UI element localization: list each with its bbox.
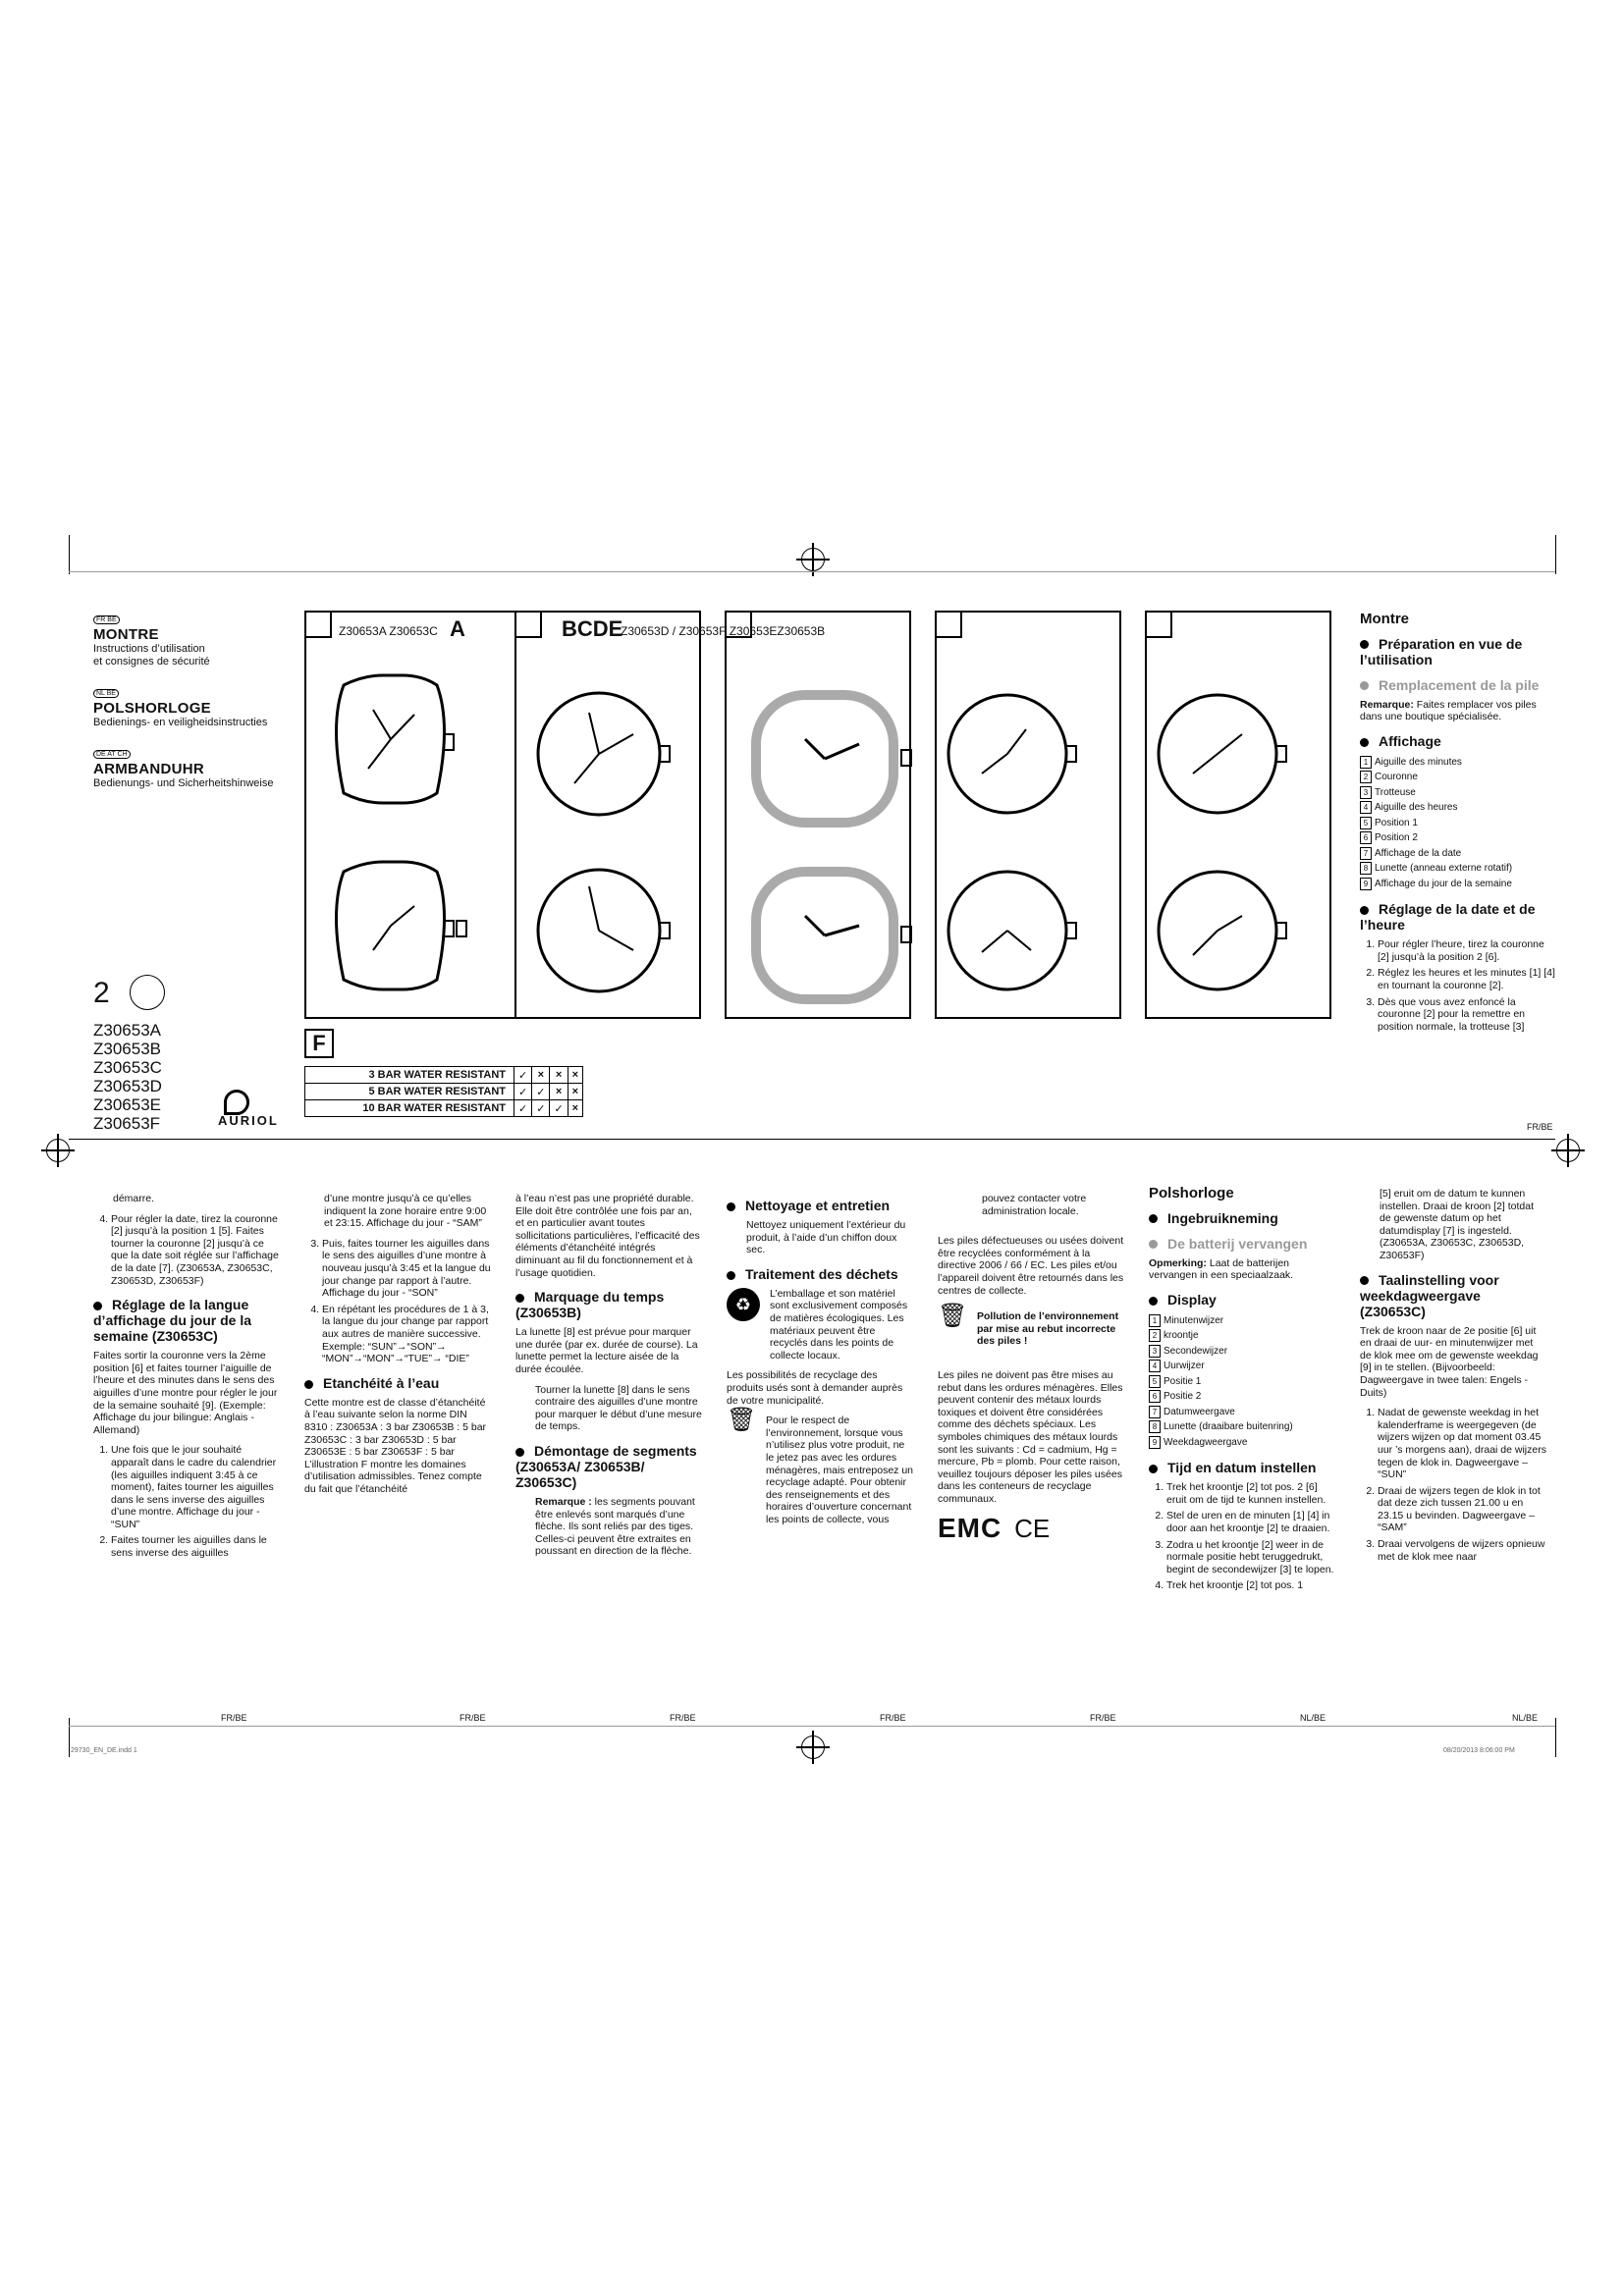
bullet-icon <box>727 1202 735 1211</box>
table-cell: ✓ <box>550 1100 568 1117</box>
divider <box>69 1726 1555 1727</box>
paragraph: Cette montre est de classe d’étanchéité à l’eau suivante selon la norme DIN 8310 : Z30653A : 3 bar Z30653B : 5 bar Z30653C : 3 bar Z30653D : 5 bar Z30653E : 5 bar Z30653F : 5 bar L’illustration F montre les domaines d’utilisation admissibles. Tenez compte du fait que l’étanchéité <box>304 1396 487 1495</box>
list-item: 4. En répétant les procédures de 1 à 3, la langue du jour change par rapport aux autres de manière successive. Exemple: “SUN”→“SON”→ “MON”→“MON”→“TUE”→ “DIE” <box>322 1304 491 1365</box>
cover-subtitle: Bedienungs- und Sicherheitshinweise <box>93 777 274 789</box>
list-item: 8 Lunette (anneau externe rotatif) <box>1360 861 1556 877</box>
section-title: Montre <box>1360 611 1409 627</box>
figure-label-bcde: BCDE <box>562 616 623 641</box>
list-item: 2 Couronne <box>1360 770 1556 785</box>
text-column-3 <box>515 1193 702 1566</box>
print-slug: 29730_EN_DE.indd 1 <box>71 1747 137 1754</box>
weee-block <box>727 1407 913 1533</box>
table-cell: 10 BAR WATER RESISTANT <box>305 1100 514 1117</box>
section-heading: Tijd en datum instellen <box>1149 1460 1335 1475</box>
watch-illustrations <box>304 636 1329 1015</box>
text-column-6 <box>1149 1185 1335 1596</box>
list-item: 7 Datumweergave <box>1149 1405 1335 1420</box>
right-panel <box>1360 611 1556 1037</box>
list-item: 3. Dès que vous avez enfoncé la couronne [2] pour la remettre en position normale, la trotteuse [3] <box>1378 996 1556 1034</box>
steps-list <box>93 1444 280 1559</box>
cover-block <box>93 609 290 790</box>
emc-mark: EMC <box>938 1513 1002 1544</box>
list-item: 4. Pour régler la date, tirez la couronne [2] jusqu’à la position 1 [5]. Faites tourner la couronne [2] jusqu’à ce que la date soit réglée sur l’affichage de la date [7]. (Z30653A, Z30653C, Z30653D, Z30653F) <box>111 1213 280 1288</box>
figure-label-a: A <box>450 616 465 641</box>
paragraph: démarre. <box>113 1193 155 1204</box>
list-item: 9 Weekdagweergave <box>1149 1435 1335 1451</box>
section-heading: De batterij vervangen <box>1149 1236 1335 1252</box>
bullet-icon <box>727 1271 735 1280</box>
remark: Remarque: Faites remplacer vos piles dans une boutique spécialisée. <box>1360 698 1537 723</box>
registration-mark <box>801 548 825 571</box>
drawing-tab <box>304 611 332 638</box>
bullet-icon <box>1360 681 1369 690</box>
battery-warning <box>938 1303 1124 1356</box>
list-item: 4 Uurwijzer <box>1149 1359 1335 1374</box>
table-cell: × <box>532 1067 550 1084</box>
language-badge: DE AT CH <box>93 750 131 759</box>
cover-title-fr: MONTRE <box>93 626 159 643</box>
bullet-icon <box>1360 640 1369 649</box>
table-cell: × <box>568 1084 582 1100</box>
section-heading: Remplacement de la pile <box>1360 677 1556 693</box>
section-heading: Marquage du temps (Z30653B) <box>515 1289 665 1321</box>
section-heading: Traitement des déchets <box>727 1266 913 1282</box>
table-cell: × <box>568 1100 582 1117</box>
section-heading: Nettoyage et entretien <box>727 1198 913 1213</box>
cover-title-nl: POLSHORLOGE <box>93 700 211 717</box>
text-column-1 <box>93 1193 280 1564</box>
crossed-bin-icon: 🗑 <box>938 1303 968 1330</box>
bullet-icon <box>1149 1297 1158 1306</box>
bullet-icon <box>515 1294 524 1303</box>
text-column-5 <box>938 1193 1124 1544</box>
section-heading: Démontage de segments (Z30653A/ Z30653B/ Z30653C) <box>515 1442 697 1490</box>
table-cell: ✓ <box>514 1100 532 1117</box>
crop-mark <box>1555 1718 1556 1757</box>
paragraph: pouvez contacter votre administration locale. <box>982 1193 1087 1217</box>
page-footer: FR/BE <box>880 1713 906 1723</box>
steps-list <box>1360 1407 1546 1563</box>
list-item: 3. Puis, faites tourner les aiguilles dans le sens des aiguilles d’une montre à nouveau jusqu’à 3:45 et la langue du jour change par rapport à l’autre. Affichage du jour - “SON” <box>322 1238 491 1300</box>
list-item: 9 Affichage du jour de la semaine <box>1360 877 1556 892</box>
auriol-logo-icon <box>224 1090 249 1115</box>
page-footer: FR/BE <box>670 1713 696 1723</box>
steps-list <box>304 1238 491 1365</box>
list-item: 2. Faites tourner les aiguilles dans le sens inverse des aiguilles <box>111 1534 280 1559</box>
text-column-2 <box>304 1193 491 1503</box>
warning-text: Pollution de l’environnement par mise au rebut incorrecte des piles ! <box>977 1310 1119 1348</box>
table-row <box>305 1067 583 1084</box>
list-item: 1. Nadat de gewenste weekdag in het kalenderframe is weergegeven (de wijzers wijzen op dat moment 03.45 uur ’s morgens aan), draai de wijzers tegen de klok in. Dagweergave – “SUN” <box>1378 1407 1546 1481</box>
page-footer: FR/BE <box>221 1713 247 1723</box>
section-heading: Affichage <box>1360 733 1556 749</box>
divider <box>69 571 1555 572</box>
paragraph: Nettoyez uniquement l’extérieur du produit, à l’aide d’un chiffon doux sec. <box>746 1219 906 1256</box>
ce-mark: CE <box>1014 1514 1051 1544</box>
list-item: 8 Lunette (draaibare buitenring) <box>1149 1419 1335 1435</box>
list-item: 3 Secondewijzer <box>1149 1344 1335 1360</box>
fold-line <box>69 1139 1555 1140</box>
paragraph: La lunette [8] est prévue pour marquer une durée (par ex. durée de course). La lunette permet la lecture aisée de la durée écoulée. <box>515 1326 698 1375</box>
remark: Remarque : les segments pouvant être enlevés sont marqués d’une flèche. Ils sont reliés par des tiges. Celles-ci peuvent être extraites en poussant en direction de la flèche. <box>535 1495 695 1558</box>
paragraph: Trek de kroon naar de 2e positie [6] uit en draai de uur- en minutenwijzer met de klok mee om de gewenste weekdag [9] in te stellen. (Bijvoorbeeld: Dagweergave in twee talen: Engels - Duits) <box>1360 1324 1539 1399</box>
page-number: 2 <box>93 977 110 1009</box>
crop-mark <box>1555 535 1556 574</box>
print-slug: 08/20/2013 8:06:00 PM <box>1443 1747 1515 1754</box>
paragraph: Les piles défectueuses ou usées doivent être recyclées conformément à la directive 2006 / 66 / EC. Les piles et/ou l’appareil doivent être retournés dans les centres de collecte. <box>938 1235 1124 1297</box>
list-item: 1 Minutenwijzer <box>1149 1313 1335 1329</box>
parts-list <box>1149 1313 1335 1451</box>
list-item: 1 Aiguille des minutes <box>1360 755 1556 771</box>
steps-list <box>1360 938 1556 1033</box>
cover-title-de: ARMBANDUHR <box>93 761 204 777</box>
section-heading: Ingebruikneming <box>1149 1210 1335 1226</box>
bullet-icon <box>93 1302 102 1310</box>
bullet-icon <box>304 1380 313 1389</box>
circle-icon <box>130 975 165 1010</box>
list-item: 5 Positie 1 <box>1149 1374 1335 1390</box>
section-heading: Préparation en vue de l’utilisation <box>1360 635 1523 667</box>
drawing-tab <box>935 611 962 638</box>
list-item: 2 kroontje <box>1149 1328 1335 1344</box>
section-heading: Réglage de la langue d’affichage du jour de la semaine (Z30653C) <box>93 1297 252 1345</box>
paragraph: Pour le respect de l’environnement, lorsque vous n’utilisez plus votre produit, ne le jetez pas avec les ordures ménagères, mais entreposez un recyclage adapté. Pour obtenir des renseignements et des horaires d’ouverture concernant les points de collecte, vous <box>766 1415 913 1525</box>
bullet-paragraph: Tourner la lunette [8] dans le sens contraire des aiguilles d’une montre pour marquer le début d’une mesure de temps. <box>535 1383 702 1433</box>
table-cell: × <box>568 1067 582 1084</box>
section-title: Polshorloge <box>1149 1185 1234 1201</box>
list-item: 3. Zodra u het kroontje [2] weer in de normale positie hebt teruggedrukt, begint de secondewijzer [3] te lopen. <box>1166 1539 1335 1576</box>
drawing-tab <box>1145 611 1172 638</box>
paragraph: à l’eau n’est pas une propriété durable. Elle doit être contrôlée une fois par an, et en particulier avant toutes sollicitations particulières, l’efficacité des éléments d’étanchéité intégrés diminuant au fil du fonctionnement et à l’usage quotidien. <box>515 1193 700 1279</box>
crop-mark <box>69 535 70 574</box>
text-column-7 <box>1360 1188 1546 1567</box>
table-row <box>305 1084 583 1100</box>
water-resistance-table <box>304 1066 583 1117</box>
section-heading: Taalinstelling voor weekdagweergave (Z30653C) <box>1360 1271 1499 1319</box>
paragraph: d’une montre jusqu’à ce qu’elles indiquent la zone horaire entre 9:00 et 23:15. Affichage du jour - “SAM” <box>324 1193 487 1230</box>
list-item: 6 Position 2 <box>1360 830 1556 846</box>
section-heading: Display <box>1149 1292 1335 1308</box>
bullet-icon <box>515 1448 524 1457</box>
list-item: 2. Stel de uren en de minuten [1] [4] in door aan het kroontje [2] te draaien. <box>1166 1510 1335 1534</box>
table-cell: ✓ <box>532 1084 550 1100</box>
registration-mark <box>46 1139 70 1162</box>
table-cell: × <box>550 1067 568 1084</box>
bullet-icon <box>1360 1276 1369 1285</box>
cover-subtitle: Instructions d’utilisation <box>93 643 205 655</box>
remark: Opmerking: Laat de batterijen vervangen in een speciaalzaak. <box>1149 1256 1294 1282</box>
model-item: Z30653D <box>93 1077 162 1095</box>
list-item: 1. Trek het kroontje [2] tot pos. 2 [6] eruit om de tijd te kunnen instellen. <box>1166 1481 1335 1506</box>
page-footer: FR/BE <box>1090 1713 1116 1723</box>
paragraph: [5] eruit om de datum te kunnen instellen. Draai de kroon [2] totdat de gewenste datum op het datumdisplay [7] is ingesteld. (Z30653A, Z30653C, Z30653D, Z30653F) <box>1380 1188 1535 1261</box>
certification-marks <box>938 1513 1124 1544</box>
model-item: Z30653A <box>93 1021 161 1040</box>
list-item: 6 Positie 2 <box>1149 1389 1335 1405</box>
text-column-4 <box>727 1188 913 1533</box>
steps-list <box>93 1213 280 1288</box>
table-cell: × <box>550 1084 568 1100</box>
table-row <box>305 1100 583 1117</box>
recycle-block <box>727 1288 913 1370</box>
list-item: 3 Trotteuse <box>1360 785 1556 801</box>
table-cell: 5 BAR WATER RESISTANT <box>305 1084 514 1100</box>
model-item: Z30653C <box>93 1058 162 1077</box>
list-item: 1. Une fois que le jour souhaité apparaît dans le cadre du calendrier (les aiguilles indiquent 3:45 à ce moment), faites tourner les aiguilles dans le sens inverse des aiguilles d’une montre. Affichage du jour - “SUN” <box>111 1444 280 1530</box>
paragraph: Les piles ne doivent pas être mises au rebut dans les ordures ménagères. Elles peuvent contenir des métaux lourds toxiques et doivent être considérées comme des déchets spéciaux. Les symboles chimiques des métaux lourds sont les suivants : Cd = cadmium, Hg = mercure, Pb = plomb. Pour cette raison, veuillez toujours déposer les piles usées dans les conteneurs de recyclage communaux. <box>938 1368 1123 1505</box>
model-item: Z30653F <box>93 1114 161 1133</box>
section-heading: Réglage de la date et de l’heure <box>1360 901 1536 934</box>
drawing-tab <box>514 611 542 638</box>
table-cell: ✓ <box>532 1100 550 1117</box>
model-header-bcde: Z30653D / Z30653F Z30653EZ30653B <box>621 624 826 638</box>
page-footer: NL/BE <box>1300 1713 1326 1723</box>
model-item: Z30653B <box>93 1040 161 1058</box>
cover-subtitle: Bedienings- en veiligheidsinstructies <box>93 717 268 728</box>
steps-list <box>1149 1481 1335 1592</box>
crop-mark <box>69 1718 70 1757</box>
recycle-icon: ♻ <box>727 1288 760 1321</box>
paragraph: Les possibilités de recyclage des produits usés sont à demander auprès de votre municipalité. <box>727 1369 903 1407</box>
list-item: 4 Aiguille des heures <box>1360 800 1556 816</box>
cover-subtitle: et consignes de sécurité <box>93 656 210 667</box>
brand-logo: AURIOL <box>218 1113 279 1128</box>
list-item: 7 Affichage de la date <box>1360 846 1556 862</box>
bullet-icon <box>1149 1240 1158 1249</box>
page-footer: FR/BE <box>1527 1122 1553 1132</box>
list-item: 2. Réglez les heures et les minutes [1] [4] en tournant la couronne [2]. <box>1378 967 1556 991</box>
page-footer: FR/BE <box>460 1713 486 1723</box>
registration-mark <box>801 1735 825 1759</box>
crossed-bin-icon: 🗑 <box>727 1407 757 1434</box>
list-item: 5 Position 1 <box>1360 816 1556 831</box>
bullet-icon <box>1149 1465 1158 1473</box>
model-header-a: Z30653A Z30653C <box>339 624 438 638</box>
bullet-icon <box>1360 906 1369 915</box>
table-cell: ✓ <box>514 1084 532 1100</box>
list-item: 2. Draai de wijzers tegen de klok in tot dat deze zich tussen 21.00 u en 23.15 u bevinden. Dagweergave – “SAM” <box>1378 1485 1546 1534</box>
list-item: 4. Trek het kroontje [2] tot pos. 1 <box>1166 1579 1335 1592</box>
list-item: 1. Pour régler l’heure, tirez la couronne [2] jusqu’à la position 2 [6]. <box>1378 938 1556 963</box>
table-cell: ✓ <box>514 1067 532 1084</box>
model-list <box>93 1021 162 1133</box>
figure-label-f: F <box>304 1029 334 1058</box>
page-footer: NL/BE <box>1512 1713 1539 1723</box>
table-cell: 3 BAR WATER RESISTANT <box>305 1067 514 1084</box>
registration-mark <box>1556 1139 1580 1162</box>
bullet-icon <box>1149 1214 1158 1223</box>
language-badge: NL BE <box>93 689 119 698</box>
parts-list <box>1360 755 1556 892</box>
paragraph: L’emballage et son matériel sont exclusivement composés de matières écologiques. Les matériaux peuvent être recyclés dans les points de collecte locaux. <box>770 1287 908 1362</box>
section-heading: Etanchéité à l’eau <box>304 1375 491 1391</box>
model-item: Z30653E <box>93 1095 161 1114</box>
list-item: 3. Draai vervolgens de wijzers opnieuw met de klok mee naar <box>1378 1538 1546 1563</box>
language-badge: FR BE <box>93 615 120 624</box>
bullet-icon <box>1360 738 1369 747</box>
paragraph: Faites sortir la couronne vers la 2ème position [6] et faites tourner l’aiguille de l’heure et des minutes dans le sens des aiguilles d’une montre pour régler le jour de la semaine souhaité [9]. (Exemple: Affichage du jour bilingue: Anglais - Allemand) <box>93 1350 278 1436</box>
